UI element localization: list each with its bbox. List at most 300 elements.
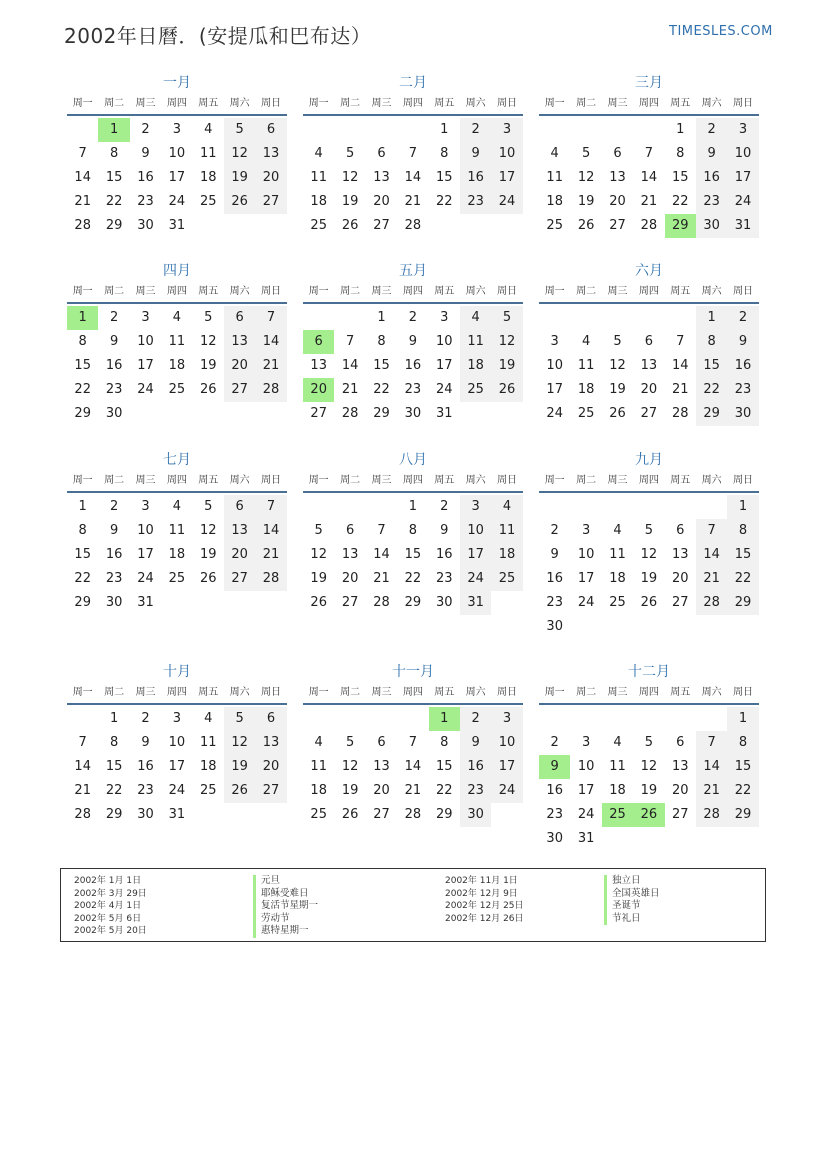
day-cell: 30: [137, 218, 154, 233]
day-cell: 6: [676, 735, 685, 750]
day-cell: 4: [491, 495, 522, 519]
legend-holiday-name: 劳动节: [253, 913, 290, 926]
day-cell: 25: [546, 218, 563, 233]
day-cell: 20: [671, 783, 689, 798]
legend-date: 2002年 5月 20日: [74, 926, 147, 936]
day-cell: 28: [255, 567, 286, 591]
month-block: [67, 72, 287, 238]
legend-holiday-name: 元旦: [253, 875, 280, 888]
weekday-label: 周五: [198, 687, 219, 698]
day-cell: 20: [373, 194, 390, 209]
day-cell: 21: [255, 543, 286, 567]
day-cell: 4: [314, 146, 323, 161]
legend-date: 2002年 5月 6日: [74, 913, 142, 924]
weekday-label: 周六: [229, 286, 250, 297]
weekday-label: 周一: [544, 286, 565, 297]
day-cell: 3: [141, 499, 150, 514]
day-cell: 19: [224, 755, 255, 779]
day-cell: 29: [105, 807, 123, 822]
day-cell: 13: [255, 731, 286, 755]
day-cell: 3: [491, 118, 522, 142]
day-cell: 31: [727, 214, 758, 238]
weekday-label: 周日: [497, 475, 518, 486]
weekday-label: 周二: [104, 286, 125, 297]
day-cell: 2: [550, 523, 559, 538]
day-cell: 15: [696, 354, 727, 378]
day-cell: 10: [460, 519, 491, 543]
legend-holiday-name: 耶稣受难日: [253, 888, 309, 901]
month-block: [539, 260, 759, 426]
day-cell: 8: [440, 735, 449, 750]
day-cell: 7: [78, 146, 87, 161]
day-cell: 13: [640, 358, 658, 373]
day-cell: 9: [109, 334, 119, 349]
day-cell: 23: [137, 783, 154, 798]
weekday-label: 周二: [340, 98, 361, 109]
day-cell: 15: [105, 170, 123, 185]
day-grid: [67, 118, 287, 238]
weekday-label: 周日: [261, 98, 282, 109]
day-cell: 18: [199, 759, 217, 774]
day-cell: 22: [404, 571, 422, 586]
day-cell: 31: [435, 406, 453, 421]
day-cell: 10: [577, 759, 595, 774]
day-cell: 24: [727, 190, 758, 214]
day-cell: 11: [460, 330, 491, 354]
weekday-label: 周五: [198, 475, 219, 486]
day-cell: 6: [255, 118, 286, 142]
weekday-label: 周四: [402, 98, 423, 109]
weekday-label: 周五: [198, 286, 219, 297]
day-cell: 13: [373, 759, 390, 774]
day-cell: 17: [137, 547, 154, 562]
day-cell: 29: [665, 214, 696, 238]
day-cell: 10: [435, 334, 453, 349]
day-cell: 23: [137, 194, 154, 209]
day-cell: 24: [577, 807, 595, 822]
weekday-label: 周六: [701, 98, 722, 109]
day-cell: 2: [141, 711, 150, 726]
day-grid: [67, 707, 287, 827]
day-cell: 11: [577, 358, 595, 373]
weekday-label: 周一: [544, 98, 565, 109]
day-cell: 12: [341, 759, 359, 774]
weekday-label: 周四: [166, 98, 187, 109]
month-name: 十一月: [392, 664, 434, 680]
legend-holiday-name: 惠特星期一: [253, 925, 309, 938]
day-cell: 11: [609, 547, 626, 562]
day-cell: 29: [727, 803, 758, 827]
month-block: [67, 260, 287, 426]
weekday-label: 周四: [402, 475, 423, 486]
weekday-label: 周六: [701, 286, 722, 297]
weekday-label: 周日: [497, 286, 518, 297]
weekday-label: 周五: [434, 475, 455, 486]
day-cell: 8: [696, 330, 727, 354]
day-grid: [303, 306, 523, 426]
day-cell: 15: [671, 170, 689, 185]
weekday-label: 周六: [229, 98, 250, 109]
day-cell: 5: [644, 523, 653, 538]
day-cell: 5: [224, 118, 255, 142]
day-cell: 25: [577, 406, 595, 421]
month-block: [303, 661, 523, 827]
day-cell: 9: [727, 330, 758, 354]
day-cell: 28: [404, 218, 422, 233]
weekday-header: [539, 94, 759, 116]
day-cell: 2: [109, 499, 119, 514]
weekday-header: [539, 282, 759, 304]
day-cell: 4: [613, 523, 622, 538]
day-cell: 18: [491, 543, 522, 567]
day-cell: 19: [609, 382, 626, 397]
weekday-header: [539, 471, 759, 493]
day-cell: 16: [460, 166, 491, 190]
day-cell: 18: [168, 358, 186, 373]
day-cell: 2: [696, 118, 727, 142]
day-cell: 3: [581, 523, 591, 538]
day-cell: 1: [377, 310, 386, 325]
day-cell: 6: [676, 523, 685, 538]
day-cell: 1: [440, 122, 449, 137]
day-cell: 20: [373, 783, 390, 798]
day-cell: 20: [303, 378, 334, 402]
day-cell: 14: [74, 170, 91, 185]
day-cell: 16: [137, 170, 154, 185]
legend-holiday-name: 节礼日: [604, 913, 641, 926]
weekday-label: 周六: [701, 687, 722, 698]
day-cell: 18: [310, 783, 327, 798]
day-cell: 18: [199, 170, 217, 185]
month-block: [303, 449, 523, 615]
day-cell: 24: [168, 194, 186, 209]
day-cell: 22: [74, 571, 91, 586]
day-cell: 9: [109, 523, 119, 538]
day-cell: 16: [546, 783, 563, 798]
day-cell: 2: [440, 499, 449, 514]
month-name: 七月: [163, 452, 191, 468]
day-cell: 24: [137, 382, 154, 397]
day-cell: 30: [105, 595, 123, 610]
day-cell: 15: [74, 547, 91, 562]
day-grid: [539, 707, 759, 851]
day-cell: 12: [310, 547, 327, 562]
day-cell: 7: [696, 519, 727, 543]
day-cell: 26: [577, 218, 595, 233]
day-grid: [67, 306, 287, 426]
day-cell: 12: [577, 170, 595, 185]
day-cell: 7: [345, 334, 355, 349]
legend-date: 2002年 12月 9日: [445, 888, 518, 899]
month-name: 一月: [163, 75, 191, 91]
day-cell: 30: [727, 402, 758, 426]
weekday-label: 周四: [402, 286, 423, 297]
day-cell: 24: [491, 190, 522, 214]
legend-date: 2002年 1月 1日: [74, 876, 142, 886]
day-grid: [303, 707, 523, 827]
day-cell: 14: [404, 759, 422, 774]
weekday-label: 周一: [72, 687, 93, 698]
weekday-label: 周二: [576, 687, 597, 698]
day-cell: 21: [373, 571, 390, 586]
day-cell: 14: [696, 543, 727, 567]
day-cell: 13: [310, 358, 327, 373]
day-cell: 27: [373, 807, 390, 822]
weekday-label: 周二: [104, 98, 125, 109]
brand-logo-text[interactable]: TIMESLES.COM: [669, 24, 773, 39]
day-cell: 4: [550, 146, 559, 161]
month-name: 十月: [163, 664, 191, 680]
day-cell: 9: [141, 146, 150, 161]
day-cell: 21: [255, 354, 286, 378]
legend-date: 2002年 12月 26日: [445, 913, 524, 924]
day-cell: 19: [341, 194, 359, 209]
day-cell: 18: [546, 194, 563, 209]
day-cell: 15: [74, 358, 91, 373]
day-cell: 8: [377, 334, 386, 349]
day-cell: 18: [168, 547, 186, 562]
day-cell: 3: [491, 707, 522, 731]
weekday-label: 周六: [229, 687, 250, 698]
day-cell: 26: [633, 803, 664, 827]
day-cell: 26: [199, 382, 217, 397]
month-block: [67, 661, 287, 827]
day-cell: 1: [408, 499, 417, 514]
day-cell: 15: [727, 543, 758, 567]
day-cell: 6: [303, 330, 334, 354]
weekday-label: 周二: [576, 98, 597, 109]
day-cell: 5: [204, 310, 213, 325]
day-cell: 24: [460, 567, 491, 591]
day-cell: 21: [74, 194, 91, 209]
legend-date: 2002年 11月 1日: [445, 876, 518, 886]
day-cell: 28: [404, 807, 422, 822]
day-cell: 25: [602, 803, 633, 827]
day-cell: 26: [341, 218, 359, 233]
day-cell: 24: [168, 783, 186, 798]
weekday-label: 周四: [638, 475, 659, 486]
month-name: 十二月: [628, 664, 670, 680]
day-cell: 28: [341, 406, 359, 421]
weekday-label: 周三: [607, 475, 628, 486]
day-cell: 22: [105, 783, 123, 798]
day-cell: 1: [727, 495, 758, 519]
day-cell: 27: [310, 406, 327, 421]
month-name: 二月: [399, 75, 427, 91]
day-cell: 2: [109, 310, 119, 325]
day-cell: 19: [224, 166, 255, 190]
weekday-label: 周日: [497, 687, 518, 698]
day-cell: 21: [74, 783, 91, 798]
weekday-label: 周五: [670, 687, 691, 698]
day-cell: 7: [644, 146, 653, 161]
legend-holiday-name: 圣诞节: [604, 900, 641, 913]
day-cell: 9: [440, 523, 449, 538]
day-cell: 14: [255, 519, 286, 543]
day-cell: 2: [550, 735, 559, 750]
day-cell: 13: [224, 330, 255, 354]
day-cell: 3: [550, 334, 559, 349]
day-cell: 9: [408, 334, 417, 349]
weekday-label: 周二: [340, 687, 361, 698]
day-cell: 30: [696, 214, 727, 238]
day-cell: 1: [78, 499, 87, 514]
day-cell: 23: [404, 382, 422, 397]
day-cell: 12: [491, 330, 522, 354]
day-cell: 13: [609, 170, 626, 185]
day-cell: 17: [491, 755, 522, 779]
day-cell: 22: [74, 382, 91, 397]
day-cell: 17: [727, 166, 758, 190]
day-cell: 25: [310, 807, 327, 822]
month-block: [67, 449, 287, 615]
day-cell: 10: [137, 523, 154, 538]
weekday-label: 周二: [340, 475, 361, 486]
day-cell: 30: [435, 595, 453, 610]
weekday-header: [303, 471, 523, 493]
day-cell: 29: [74, 406, 91, 421]
weekday-label: 周二: [576, 286, 597, 297]
month-block: [539, 72, 759, 238]
day-cell: 30: [460, 803, 491, 827]
day-cell: 6: [377, 735, 386, 750]
month-name: 九月: [635, 452, 663, 468]
day-cell: 31: [460, 591, 491, 615]
day-cell: 20: [671, 571, 689, 586]
day-cell: 21: [341, 382, 359, 397]
day-cell: 18: [310, 194, 327, 209]
day-cell: 27: [609, 218, 626, 233]
day-cell: 28: [255, 378, 286, 402]
day-cell: 11: [310, 170, 327, 185]
day-cell: 11: [199, 146, 217, 161]
day-cell: 25: [460, 378, 491, 402]
day-cell: 28: [74, 218, 91, 233]
day-cell: 13: [373, 170, 390, 185]
day-cell: 1: [109, 711, 119, 726]
month-block: [303, 72, 523, 238]
day-cell: 12: [609, 358, 626, 373]
day-cell: 28: [373, 595, 390, 610]
day-cell: 4: [204, 711, 213, 726]
weekday-label: 周五: [434, 98, 455, 109]
day-cell: 29: [404, 595, 422, 610]
weekday-label: 周三: [607, 687, 628, 698]
day-cell: 25: [491, 567, 522, 591]
day-cell: 7: [676, 334, 685, 349]
day-cell: 14: [373, 547, 390, 562]
legend-date: 2002年 4月 1日: [74, 901, 142, 911]
day-cell: 17: [460, 543, 491, 567]
weekday-label: 周五: [670, 475, 691, 486]
day-cell: 10: [546, 358, 563, 373]
day-cell: 30: [404, 406, 422, 421]
day-cell: 4: [204, 122, 213, 137]
weekday-label: 周四: [166, 286, 187, 297]
day-cell: 17: [577, 783, 595, 798]
day-cell: 29: [74, 595, 91, 610]
day-cell: 23: [105, 571, 123, 586]
day-cell: 4: [460, 306, 491, 330]
legend-holiday-name: 复活节星期一: [253, 900, 318, 913]
day-cell: 27: [671, 807, 689, 822]
weekday-label: 周日: [733, 286, 754, 297]
day-cell: 1: [727, 707, 758, 731]
weekday-label: 周四: [166, 475, 187, 486]
day-cell: 4: [172, 310, 181, 325]
day-cell: 16: [137, 759, 154, 774]
day-cell: 28: [671, 406, 689, 421]
day-cell: 5: [581, 146, 591, 161]
day-cell: 18: [609, 783, 626, 798]
day-cell: 3: [581, 735, 591, 750]
day-cell: 12: [341, 170, 359, 185]
day-cell: 26: [491, 378, 522, 402]
weekday-label: 周日: [497, 98, 518, 109]
weekday-label: 周六: [465, 687, 486, 698]
day-cell: 28: [74, 807, 91, 822]
weekday-header: [67, 683, 287, 705]
day-cell: 14: [671, 358, 689, 373]
weekday-label: 周五: [434, 687, 455, 698]
day-cell: 10: [491, 731, 522, 755]
weekday-label: 周三: [371, 475, 392, 486]
day-cell: 25: [168, 382, 186, 397]
day-cell: 20: [224, 354, 255, 378]
weekday-header: [67, 282, 287, 304]
day-grid: [303, 118, 523, 238]
day-cell: 25: [168, 571, 186, 586]
day-cell: 9: [550, 547, 559, 562]
day-cell: 14: [341, 358, 359, 373]
day-cell: 26: [224, 190, 255, 214]
weekday-label: 周五: [198, 98, 219, 109]
day-cell: 29: [727, 591, 758, 615]
day-cell: 10: [491, 142, 522, 166]
day-cell: 9: [141, 735, 150, 750]
weekday-label: 周四: [402, 687, 423, 698]
day-cell: 22: [727, 779, 758, 803]
day-cell: 3: [172, 711, 181, 726]
weekday-label: 周四: [638, 286, 659, 297]
day-cell: 21: [404, 194, 422, 209]
weekday-label: 周六: [465, 475, 486, 486]
weekday-label: 周三: [135, 98, 156, 109]
day-cell: 13: [255, 142, 286, 166]
day-cell: 2: [727, 306, 758, 330]
weekday-label: 周日: [261, 475, 282, 486]
month-name: 四月: [163, 263, 191, 279]
day-grid: [539, 118, 759, 238]
legend-date: 2002年 3月 29日: [74, 888, 147, 899]
day-cell: 3: [460, 495, 491, 519]
weekday-label: 周一: [544, 475, 565, 486]
weekday-label: 周六: [465, 98, 486, 109]
day-cell: 26: [310, 595, 327, 610]
day-cell: 20: [609, 194, 626, 209]
day-cell: 21: [696, 779, 727, 803]
weekday-label: 周日: [733, 98, 754, 109]
day-cell: 12: [640, 547, 658, 562]
weekday-header: [67, 471, 287, 493]
day-cell: 5: [314, 523, 323, 538]
weekday-label: 周三: [135, 687, 156, 698]
day-cell: 5: [224, 707, 255, 731]
day-cell: 19: [640, 783, 658, 798]
day-cell: 20: [341, 571, 359, 586]
day-cell: 27: [224, 567, 255, 591]
day-cell: 8: [676, 146, 685, 161]
